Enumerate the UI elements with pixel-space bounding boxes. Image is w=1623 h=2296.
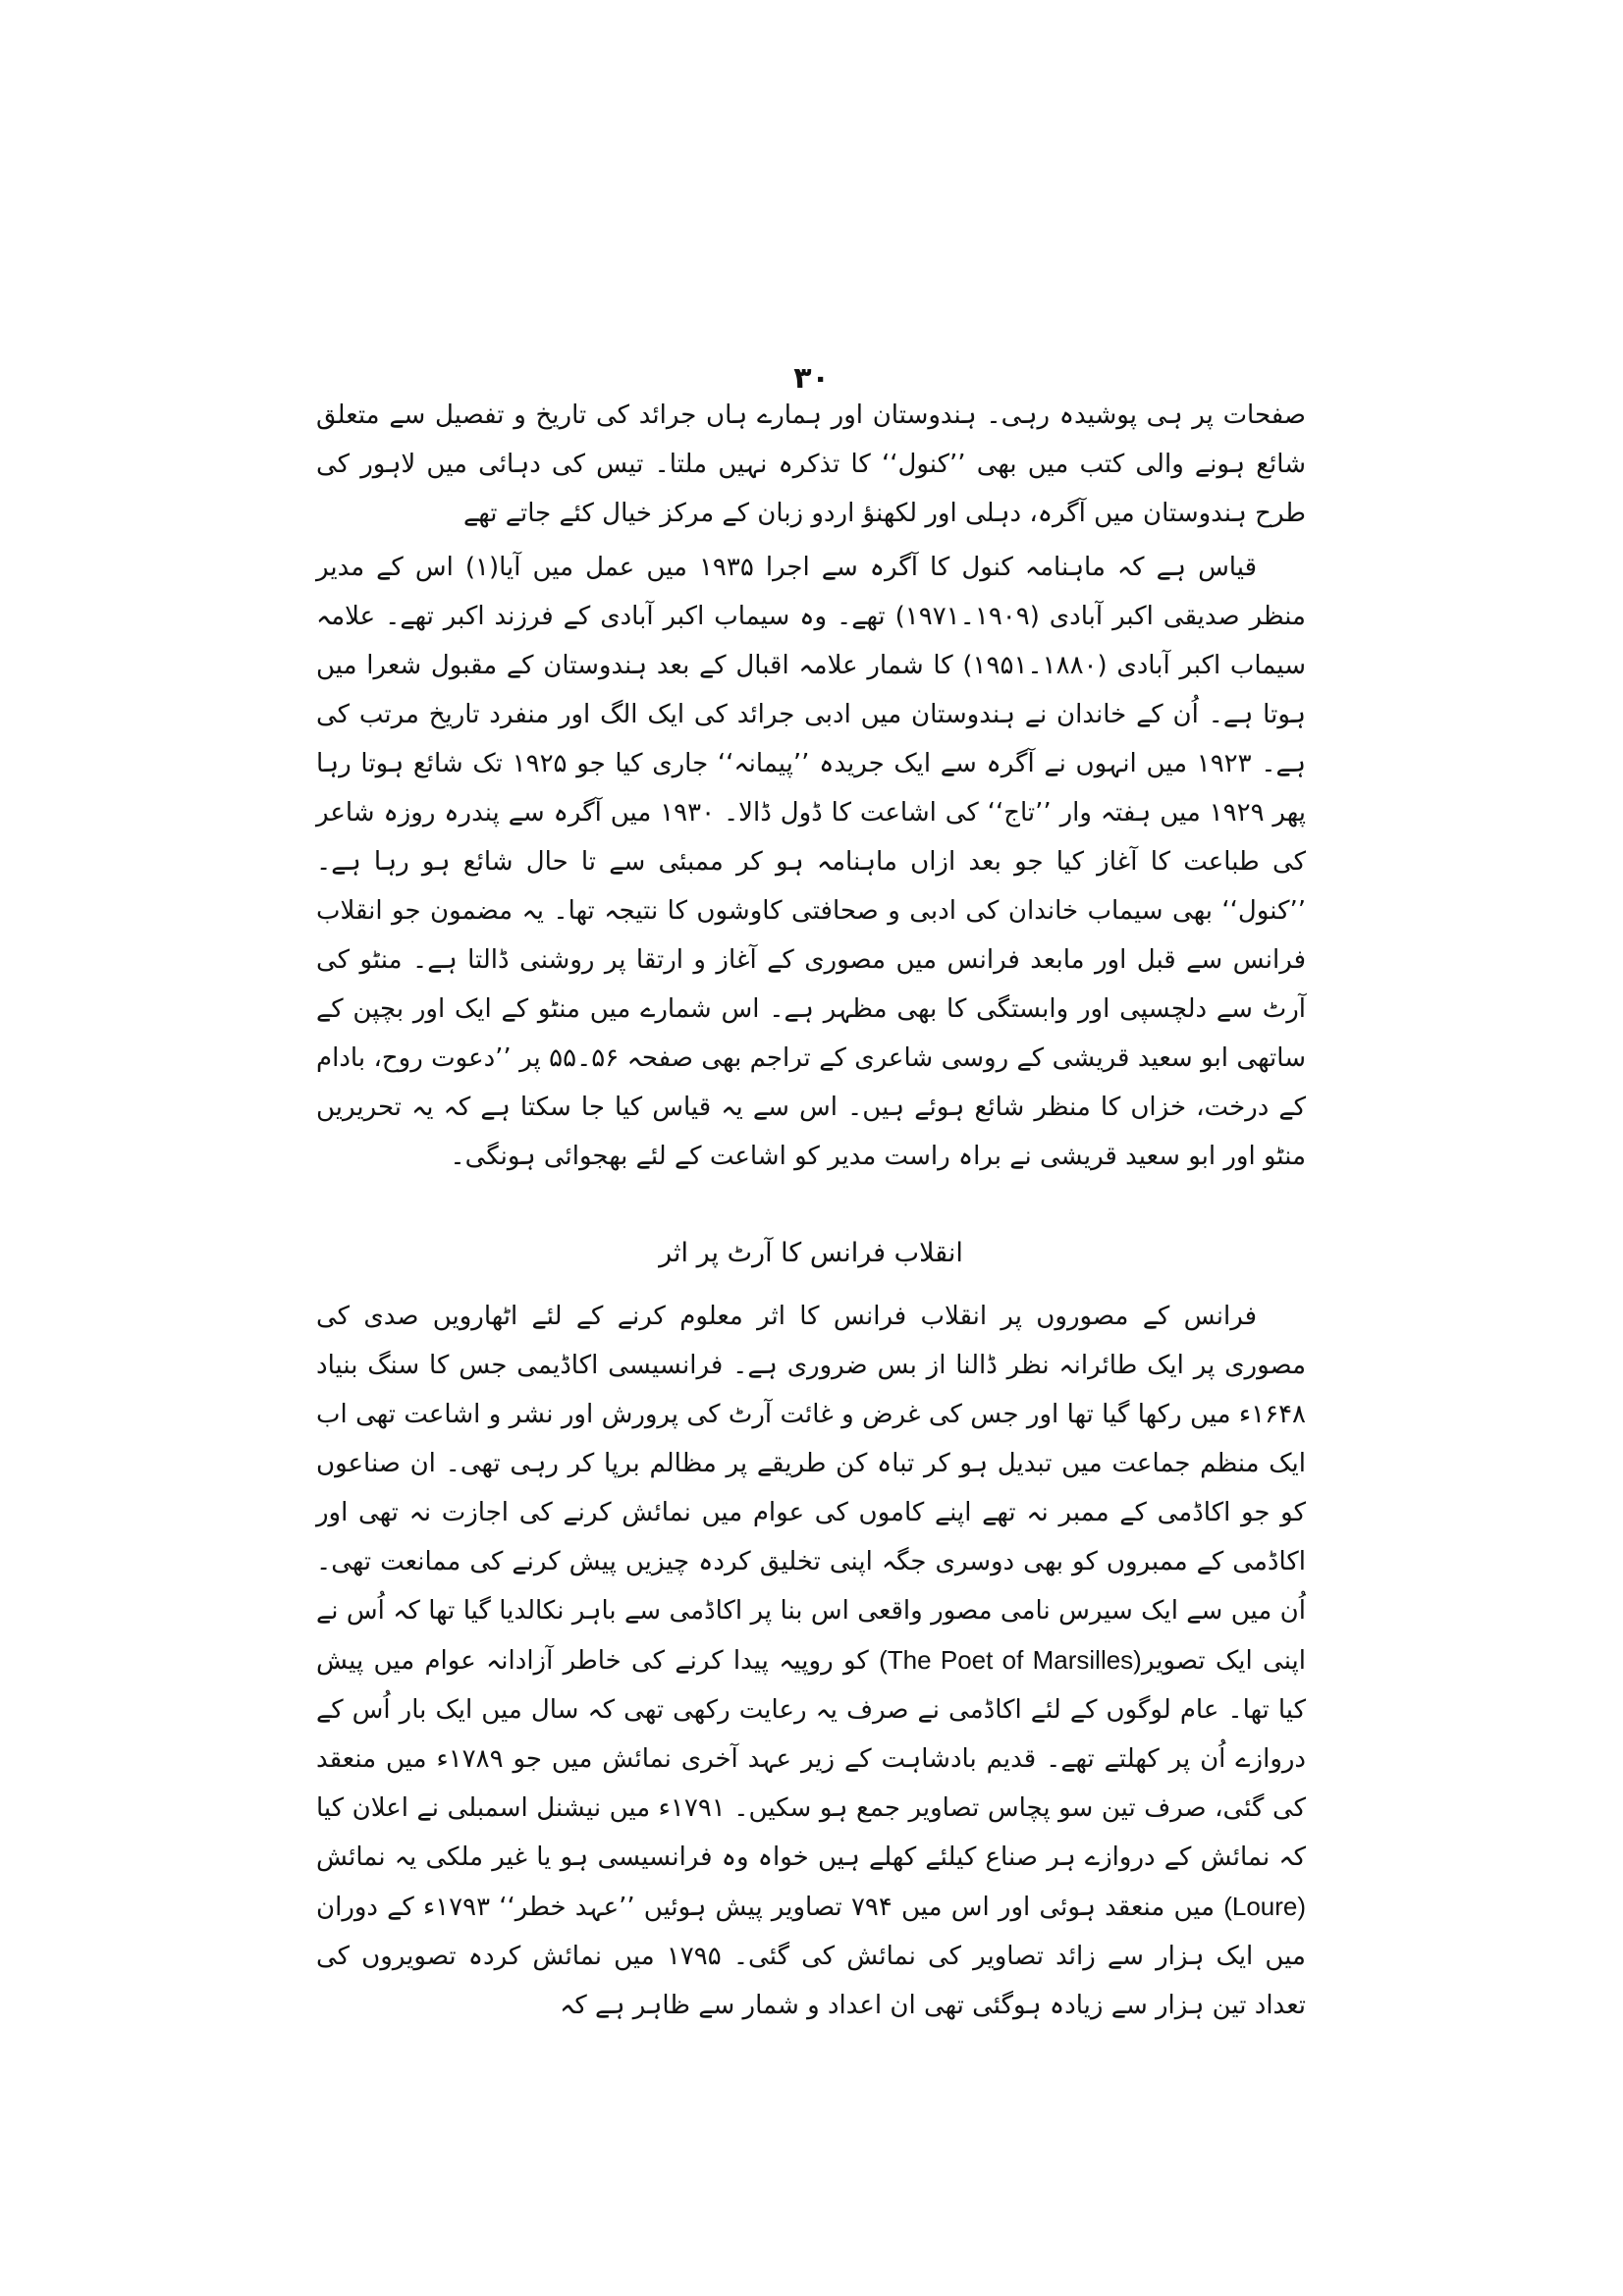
- paragraph-2: قیاس ہے کہ ماہنامہ کنول کا آگرہ سے اجرا ۱۹۳۵ میں عمل میں آیا(۱) اس کے مدیر منظر صدیقی اکبر آبادی (۱۹۰۹۔۱۹۷۱) تھے۔ وہ سیماب اکبر آبادی کے فرزند اکبر تھے۔ علامہ سیماب اکبر آبادی (۱۸۸۰۔۱۹۵۱) کا شمار علامہ اقبال کے بعد ہندوستان کے مقبول شعرا میں ہوتا ہے۔ اُن کے خاندان نے ہندوستان میں ادبی جرائد کی ایک الگ اور منفرد تاریخ مرتب کی ہے۔ ۱۹۲۳ میں انہوں نے آگرہ سے ایک جریدہ ’’پیمانہ‘‘ جاری کیا جو ۱۹۲۵ تک شائع ہوتا رہا پھر ۱۹۲۹ میں ہفتہ وار ’’تاج‘‘ کی اشاعت کا ڈول ڈالا۔ ۱۹۳۰ میں آگرہ سے پندرہ روزہ شاعر کی طباعت کا آغاز کیا جو بعد ازاں ماہنامہ ہو کر ممبئی سے تا حال شائع ہو رہا ہے۔ ’’کنول‘‘ بھی سیماب خاندان کی ادبی و صحافتی کاوشوں کا نتیجہ تھا۔ یہ مضمون جو انقلاب فرانس سے قبل اور مابعد فرانس میں مصوری کے آغاز و ارتقا پر روشنی ڈالتا ہے۔ منٹو کی آرٹ سے دلچسپی اور وابستگی کا بھی مظہر ہے۔ اس شمارے میں منٹو کے ایک اور بچپن کے ساتھی ابو سعید قریشی کے روسی شاعری کے تراجم بھی صفحہ ۵۶۔۵۵ پر ’’دعوت روح، بادام کے درخت، خزاں کا منظر شائع ہوئے ہیں۔ اس سے یہ قیاس کیا جا سکتا ہے کہ یہ تحریریں منٹو اور ابو سعید قریشی نے براہ راست مدیر کو اشاعت کے لئے بھجوائی ہونگی۔: [316, 553, 1307, 1171]
- english-title-text: (The Poet of Marsilles): [879, 1645, 1142, 1675]
- english-place-text: (Loure): [1223, 1892, 1307, 1921]
- paragraph-3-part-3: میں منعقد ہوئی اور اس میں ۷۹۴ تصاویر پیش ہوئیں ’’عہد خطر‘‘ ۱۷۹۳ء کے دوران میں ایک ہزار سے زائد تصاویر کی نمائش کی گئی۔ ۱۷۹۵ میں نمائش کردہ تصویروں کی تعداد تین ہزار سے زیادہ ہوگئی تھی ان اعداد و شمار سے ظاہر ہے کہ: [316, 1893, 1306, 2020]
- page-number: ۳۰: [793, 361, 830, 396]
- paragraph-3-part-1: فرانس کے مصوروں پر انقلاب فرانس کا اثر معلوم کرنے کے لئے اٹھارویں صدی کی مصوری پر ایک طائرانہ نظر ڈالنا از بس ضروری ہے۔ فرانسیسی اکاڈیمی جس کا سنگ بنیاد ۱۶۴۸ء میں رکھا گیا تھا اور جس کی غرض و غائت آرٹ کی پرورش اور نشر و اشاعت تھی اب ایک منظم جماعت میں تبدیل ہو کر تباہ کن طریقے پر مظالم برپا کر رہی تھی۔ ان صناعوں کو جو اکاڈمی کے ممبر نہ تھے اپنے کاموں کی عوام میں نمائش کرنے کی اجازت نہ تھی اور اکاڈمی کے ممبروں کو بھی دوسری جگہ اپنی تخلیق کردہ چیزیں پیش کرنے کی ممانعت تھی۔ اُن میں سے ایک سیرس نامی مصور واقعی اس بنا پر اکاڈمی سے باہر نکالدیا گیا تھا کہ اُس نے اپنی ایک تصویر: [316, 1302, 1307, 1676]
- paragraph-3-part-2: کو روپیہ پیدا کرنے کی خاطر آزادانہ عوام میں پیش کیا تھا۔ عام لوگوں کے لئے اکاڈمی نے صرف یہ رعایت رکھی تھی کہ سال میں ایک بار اُس کے دروازے اُن پر کھلتے تھے۔ قدیم بادشاہت کے زیر عہد آخری نمائش میں جو ۱۷۸۹ء میں منعقد کی گئی، صرف تین سو پچاس تصاویر جمع ہو سکیں۔ ۱۷۹۱ء میں نیشنل اسمبلی نے اعلان کیا کہ نمائش کے دروازے ہر صناع کیلئے کھلے ہیں خواہ وہ فرانسیسی ہو یا غیر ملکی یہ نمائش: [316, 1646, 1307, 1872]
- paragraph-1: صفحات پر ہی پوشیدہ رہی۔ ہندوستان اور ہمارے ہاں جرائد کی تاریخ و تفصیل سے متعلق شائع ہونے والی کتب میں بھی ’’کنول‘‘ کا تذکرہ نہیں ملتا۔ تیس کی دہائی میں لاہور کی طرح ہندوستان میں آگرہ، دہلی اور لکھنؤ اردو زبان کے مرکز خیال کئے جاتے تھے: [316, 400, 1306, 528]
- section-heading: انقلاب فرانس کا آرٹ پر اثر: [659, 1238, 963, 1268]
- paragraph-3: [316, 1292, 1306, 2030]
